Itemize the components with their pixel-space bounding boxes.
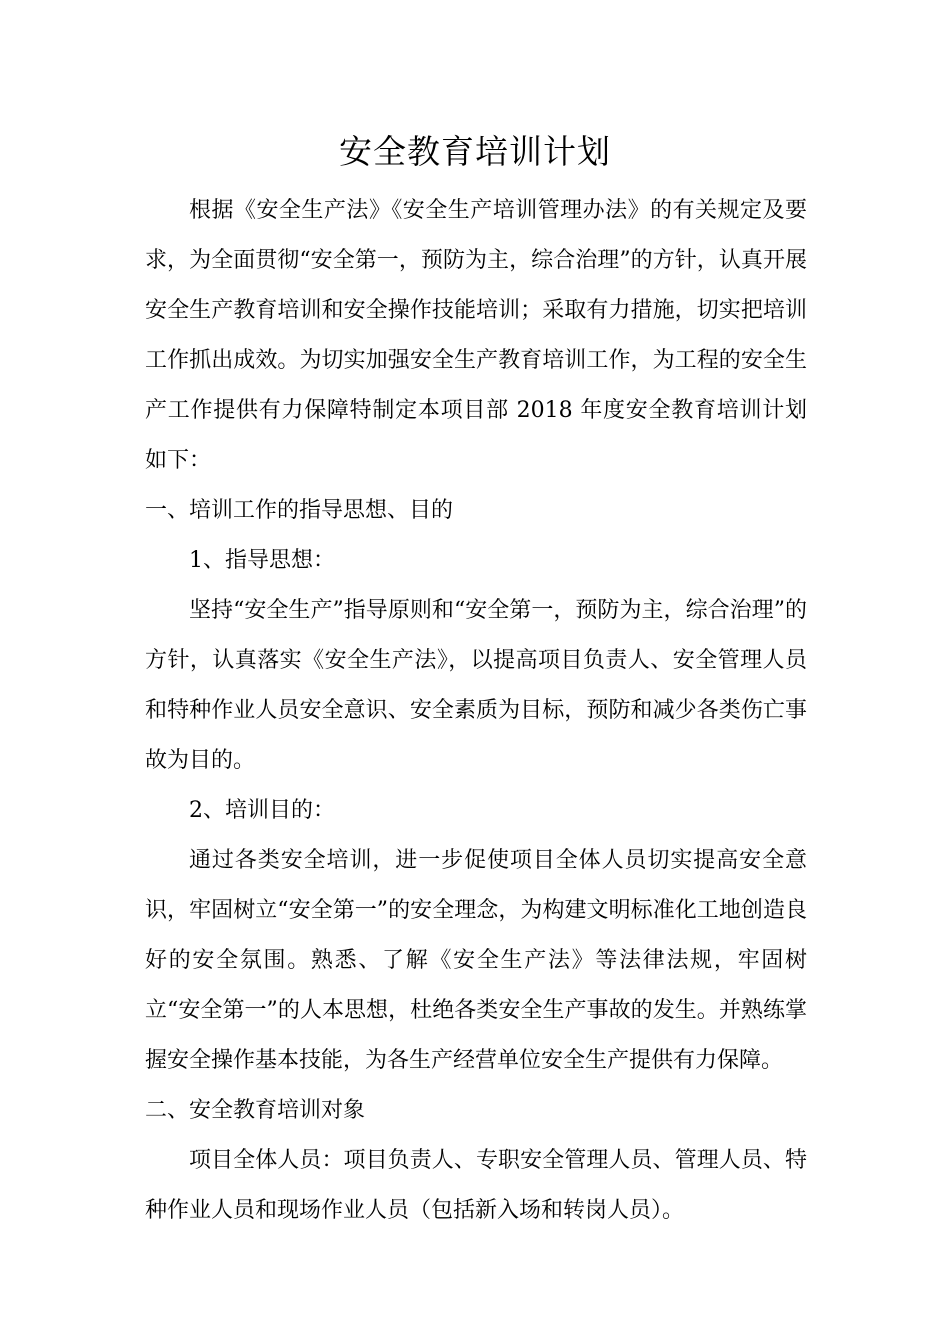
paragraph-training-purpose: 通过各类安全培训，进一步促使项目全体人员切实提高安全意识，牢固树立“安全第一”的安全理念，为构建文明标准化工地创造良好的安全氛围。熟悉、了解《安全生产法》等法律法规，牢固树立“安全第一”的人本思想，杜绝各类安全生产事故的发生。并熟练掌握安全操作基本技能，为各生产经营单位安全生产提供有力保障。 — [145, 848, 807, 1073]
subheading-training-purpose: 2、培训目的： — [189, 798, 335, 823]
section-heading-1: 一、培训工作的指导思想、目的 — [145, 498, 454, 523]
section-heading-2: 二、安全教育培训对象 — [145, 1098, 366, 1123]
paragraph-guiding-thought: 坚持“安全生产”指导原则和“安全第一，预防为主，综合治理”的方针，认真落实《安全生产法》，以提高项目负责人、安全管理人员和特种作业人员安全意识、安全素质为目标，预防和减少各类伤亡事故为目的。 — [145, 598, 807, 773]
paragraph-intro: 根据《安全生产法》《安全生产培训管理办法》的有关规定及要求，为全面贯彻“安全第一，预防为主，综合治理”的方针，认真开展安全生产教育培训和安全操作技能培训；采取有力措施，切实把培训工作抓出成效。为切实加强安全生产教育培训工作，为工程的安全生产工作提供有力保障特制定本项目部 2018 年度安全教育培训计划如下： — [145, 198, 807, 473]
subheading-guiding-thought: 1、指导思想： — [189, 548, 335, 573]
document-title: 安全教育培训计划 — [339, 132, 611, 171]
paragraph-training-targets: 项目全体人员：项目负责人、专职安全管理人员、管理人员、特种作业人员和现场作业人员（包括新入场和转岗人员）。 — [145, 1148, 807, 1223]
document-body — [145, 186, 807, 1236]
